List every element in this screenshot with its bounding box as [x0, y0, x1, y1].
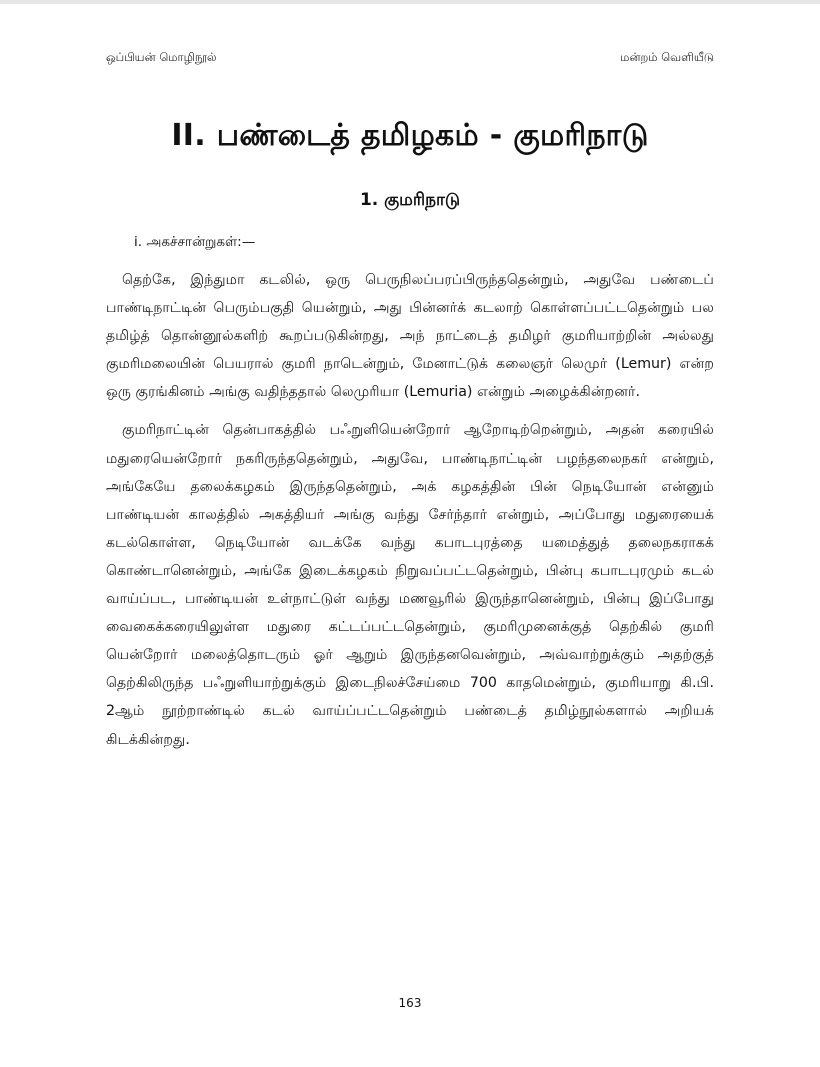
subsection-heading: i. அகச்சான்றுகள்:— — [134, 234, 256, 250]
header-publisher: மன்றம் வெளியீடு — [620, 50, 714, 64]
paragraph-1: தெற்கே, இந்துமா கடலில், ஒரு பெருநிலப்பரப்பிருந்ததென்றும், அதுவே பண்டைப் பாண்டிநாட்டின் பெரும்பகுதி யென்றும், அது பின்னர்க் கடலாற் கொள்ளப்பட்டதென்றும் பல தமிழ்த் தொன்னூல்களிற் கூறப்படுகின்றது, அந் நாட்டைத் தமிழர் குமரியாற்றின் அல்லது குமரிமலையின் பெயரால் குமரி நாடென்றும், மேனாட்டுக் கலைஞர் லெமுர் (Lemur) என்ற ஒரு குரங்கினம் அங்கு வதிந்ததால் லெமுரியா (Lemuria) என்றும் அழைக்கின்றனர். — [106, 272, 714, 401]
body-text — [106, 266, 714, 754]
paragraph-2: குமரிநாட்டின் தென்பாகத்தில் பஃறுளியென்றோர் ஆறோடிற்றென்றும், அதன் கரையில் மதுரையென்றோர் நகரிருந்ததென்றும், அதுவே, பாண்டிநாட்டின் பழந்தலைநகர் என்றும், அங்கேயே தலைக்கழகம் இருந்ததென்றும், அக் கழகத்தின் பின் நெடியோன் என்னும் பாண்டியன் காலத்தில் அகத்தியர் அங்கு வந்து சேர்ந்தார் என்றும், அப்போது மதுரையைக் கடல்கொள்ள, நெடியோன் வடக்கே வந்து கபாடபுரத்தை யமைத்துத் தலைநகராகக் கொண்டானென்றும், அங்கே இடைக்கழகம் நிறுவப்பட்டதென்றும், பின்பு கபாடபுரமும் கடல் வாய்ப்பட, பாண்டியன் உள்நாட்டுள் வந்து மணவூரில் இருந்தானென்றும், பின்பு இப்போது வைகைக்கரையிலுள்ள மதுரை கட்டப்பட்டதென்றும், குமரிமுனைக்குத் தெற்கில் குமரி யென்றோர் மலைத்தொடரும் ஓர் ஆறும் இருந்தனவென்றும், அவ்வாற்றுக்கும் அதற்குத் தெற்கிலிருந்த பஃறுளியாற்றுக்கும் இடைநிலச்சேய்மை 700 காதமென்றும், குமரியாறு கி.பி. 2ஆம் நூற்றாண்டில் கடல் வாய்ப்பட்டதென்றும் பண்டைத் தமிழ்நூல்களால் அறியக் கிடக்கின்றது. — [106, 422, 714, 748]
running-header — [106, 50, 714, 66]
page-top-edge — [0, 0, 820, 4]
page-number: 163 — [398, 996, 422, 1010]
chapter-title: II. பண்டைத் தமிழகம் - குமரிநாடு — [171, 118, 649, 153]
header-book-title: ஒப்பியன் மொழிநூல் — [106, 50, 217, 64]
section-title: 1. குமரிநாடு — [359, 190, 461, 210]
